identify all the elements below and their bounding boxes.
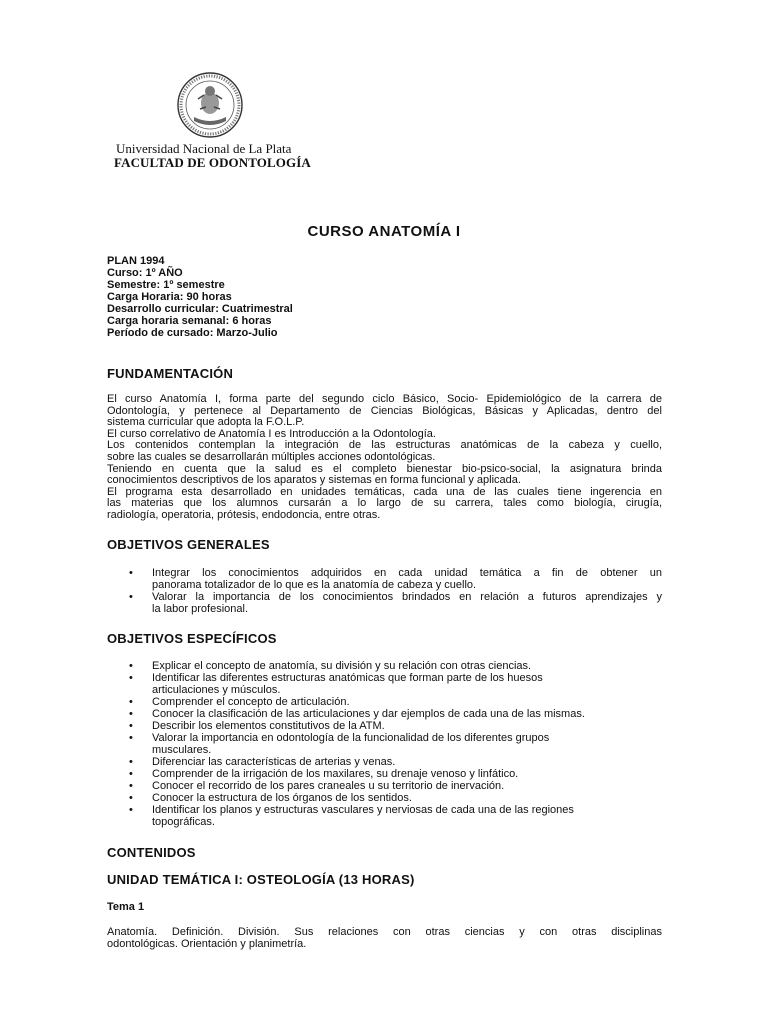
faculty-name: FACULTAD DE ODONTOLOGÍA [114, 155, 311, 170]
text-line: El curso Anatomía I, forma parte del segundo ciclo Básico, Socio- Epidemiológico de la carrera de [107, 393, 662, 405]
list-item-line: musculares. [152, 744, 212, 756]
list-item [107, 780, 662, 792]
list-item-line: • Comprender de la irrigación de los maxilares, su drenaje venoso y linfático. [152, 768, 519, 780]
list-item-line: • Conocer el recorrido de los pares craneales u su territorio de inervación. [152, 780, 505, 792]
university-seal-logo [176, 71, 244, 139]
list-item [107, 768, 662, 780]
text-line: sistema curricular que adopta la F.O.L.P. [107, 416, 305, 429]
section-heading-fundamentacion: FUNDAMENTACIÓN [107, 366, 234, 381]
course-info-line: Desarrollo curricular: Cuatrimestral [107, 303, 293, 315]
objetivos-especificos-list [107, 660, 662, 828]
list-item-line: topográficas. [152, 816, 215, 828]
list-item [107, 804, 662, 828]
list-item [107, 672, 662, 696]
list-item-line: • Identificar los planos y estructuras vasculares y nerviosas de cada una de las regiones [152, 804, 574, 816]
course-title: CURSO ANATOMÍA I [307, 223, 461, 240]
list-item-line: la labor profesional. [152, 603, 249, 615]
university-name: Universidad Nacional de La Plata [116, 141, 292, 156]
text-line: Los contenidos contemplan la integración de las estructuras anatómicas de la cabeza y cuello, [107, 439, 662, 452]
list-item [107, 756, 662, 768]
text-line: odontológicas. Orientación y planimetría. [107, 937, 307, 950]
text-line: radiología, operatoria, prótesis, endodoncia, entre otras. [107, 508, 381, 521]
list-item [107, 696, 662, 708]
list-item [107, 792, 662, 804]
course-info-line: Semestre: 1º semestre [107, 279, 225, 291]
text-line: conocimientos descriptivos de los aparatos y sistemas en forma funcional y aplicada. [107, 474, 521, 487]
list-item [107, 591, 662, 615]
list-item-line: • Diferenciar las características de arterias y venas. [152, 756, 396, 768]
tema-paragraph [107, 927, 662, 950]
course-info-line: Período de cursado: Marzo-Julio [107, 327, 278, 339]
text-line: las materias que los alumnos cursarán a lo largo de su carrera, tales como biología, cirugía, [107, 497, 662, 510]
course-info-line: Curso: 1º AÑO [107, 267, 183, 279]
list-item [107, 660, 662, 672]
course-info-line: Carga horaria semanal: 6 horas [107, 315, 272, 327]
text-line: sobre las cuales se desarrollarán múltiples acciones odontológicas. [107, 450, 436, 463]
unidad-tematica-heading: UNIDAD TEMÁTICA I: OSTEOLOGÍA (13 HORAS) [107, 872, 415, 887]
list-item-line: • Integrar los conocimientos adquiridos en cada unidad temática a fin de obtener un [152, 567, 662, 579]
course-info-line: PLAN 1994 [107, 255, 165, 267]
list-item-line: • Explicar el concepto de anatomía, su división y su relación con otras ciencias. [152, 660, 532, 672]
objetivos-generales-list [107, 567, 662, 615]
list-item-line: panorama totalizador de lo que es la anatomía de cabeza y cuello. [152, 579, 477, 591]
section-heading-objetivos-generales: OBJETIVOS GENERALES [107, 537, 270, 552]
list-item [107, 708, 662, 720]
section-heading-objetivos-especificos: OBJETIVOS ESPECÍFICOS [107, 631, 277, 646]
list-item [107, 567, 662, 591]
list-item-line: articulaciones y músculos. [152, 684, 281, 696]
list-item-line: • Conocer la clasificación de las articulaciones y dar ejemplos de cada una de las mismas. [152, 708, 585, 720]
tema-heading: Tema 1 [107, 901, 145, 913]
text-line: El curso correlativo de Anatomía I es Introducción a la Odontología. [107, 427, 436, 440]
course-info-line: Carga Horaria: 90 horas [107, 291, 232, 303]
list-item [107, 732, 662, 756]
text-line: Teniendo en cuenta que la salud es el completo bienestar bio-psico-social, la asignatura brinda [107, 462, 662, 475]
text-line: El programa esta desarrollado en unidades temáticas, cada una de las cuales tiene ingerencia en [107, 485, 662, 498]
section-heading-contenidos: CONTENIDOS [107, 845, 196, 860]
fundamentacion-paragraph [107, 394, 662, 522]
list-item-line: • Describir los elementos constitutivos de la ATM. [152, 720, 385, 732]
list-item-line: • Valorar la importancia en odontología de la funcionalidad de los diferentes grupos [152, 732, 550, 744]
list-item-line: • Identificar las diferentes estructuras anatómicas que forman parte de los huesos [152, 672, 543, 684]
list-item-line: • Valorar la importancia de los conocimientos brindados en relación a futuros aprendizajes y [152, 591, 662, 603]
list-item-line: • Conocer la estructura de los órganos de los sentidos. [152, 792, 412, 804]
text-line: Anatomía. Definición. División. Sus relaciones con otras ciencias y con otras disciplinas [107, 926, 662, 938]
list-item-line: • Comprender el concepto de articulación. [152, 696, 350, 708]
text-line: Odontología, y pertenece al Departamento de Ciencias Biológicas, Básicas y Aplicadas, dentro del [107, 404, 662, 417]
course-info [107, 255, 293, 339]
list-item [107, 720, 662, 732]
